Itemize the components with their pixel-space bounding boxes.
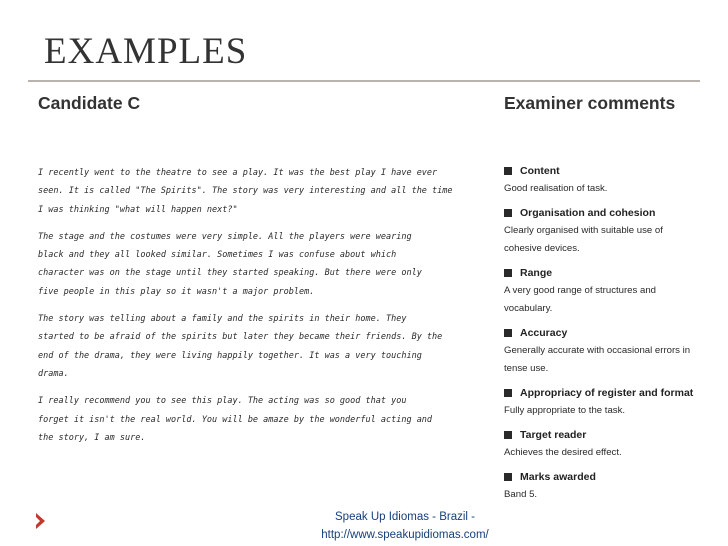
comment-label: Appropriacy of register and format bbox=[520, 387, 694, 399]
essay-paragraph-3: The story was telling about a family and the spirits in their home. They started to be afraid of the spirits but later they became their friends. By the end of the drama, they were living happily together. It was a very touching drama. bbox=[38, 314, 443, 379]
essay-paragraph-4: I really recommend you to see this play. The acting was so good that you forget it isn't the real world. You will be amaze by the wonderful acting and the story, I am sure. bbox=[38, 396, 433, 443]
comment-marks bbox=[504, 468, 700, 504]
square-bullet-icon bbox=[504, 167, 512, 175]
comment-label: Accuracy bbox=[520, 327, 568, 339]
footer-url[interactable]: http://www.speakupidiomas.com/ bbox=[321, 529, 489, 541]
square-bullet-icon bbox=[504, 209, 512, 217]
square-bullet-icon bbox=[504, 431, 512, 439]
comment-text: Clearly organised with suitable use of cohesive devices. bbox=[504, 225, 663, 254]
comment-text: Generally accurate with occasional errors in tense use. bbox=[504, 345, 691, 374]
comment-content bbox=[504, 162, 700, 198]
square-bullet-icon bbox=[504, 389, 512, 397]
comment-text: Good realisation of task. bbox=[504, 183, 608, 194]
comment-label: Range bbox=[520, 267, 553, 279]
slide-title: EXAMPLES bbox=[44, 31, 248, 72]
comment-text: Fully appropriate to the task. bbox=[504, 405, 626, 416]
candidate-essay bbox=[38, 164, 478, 456]
comment-accuracy bbox=[504, 324, 700, 378]
scanned-exam-page bbox=[30, 88, 700, 498]
chevron-right-icon bbox=[36, 513, 50, 529]
comment-text: Achieves the desired effect. bbox=[504, 447, 622, 458]
comment-target-reader bbox=[504, 426, 700, 462]
essay-paragraph-2: The stage and the costumes were very simple. All the players were wearing black and they all looked similar. Sometimes I was confuse about which character was on the stage until they started speaking. But there were only five people in this play so it wasn't a major problem. bbox=[38, 231, 422, 297]
slide-footer bbox=[300, 508, 510, 544]
footer-line-1: Speak Up Idiomas - Brazil - bbox=[335, 511, 475, 523]
square-bullet-icon bbox=[504, 473, 512, 481]
square-bullet-icon bbox=[504, 269, 512, 277]
square-bullet-icon bbox=[504, 329, 512, 337]
comment-label: Marks awarded bbox=[520, 471, 596, 483]
comment-label: Target reader bbox=[520, 429, 587, 441]
comment-text: A very good range of structures and vocabulary. bbox=[504, 285, 656, 314]
comment-label: Content bbox=[520, 165, 560, 177]
comment-range bbox=[504, 264, 700, 318]
essay-paragraph-1: I recently went to the theatre to see a play. It was the best play I have ever seen. It is called "The Spirits". The story was very interesting and all the time I was thinking "what will happen next?" bbox=[38, 168, 453, 215]
comment-appropriacy bbox=[504, 384, 700, 420]
comment-label: Organisation and cohesion bbox=[520, 207, 656, 219]
comment-organisation bbox=[504, 204, 700, 258]
comment-text: Band 5. bbox=[504, 489, 538, 500]
title-divider bbox=[28, 80, 700, 82]
candidate-heading: Candidate C bbox=[38, 93, 141, 113]
examiner-comments bbox=[504, 162, 700, 510]
examiner-heading: Examiner comments bbox=[504, 93, 676, 113]
